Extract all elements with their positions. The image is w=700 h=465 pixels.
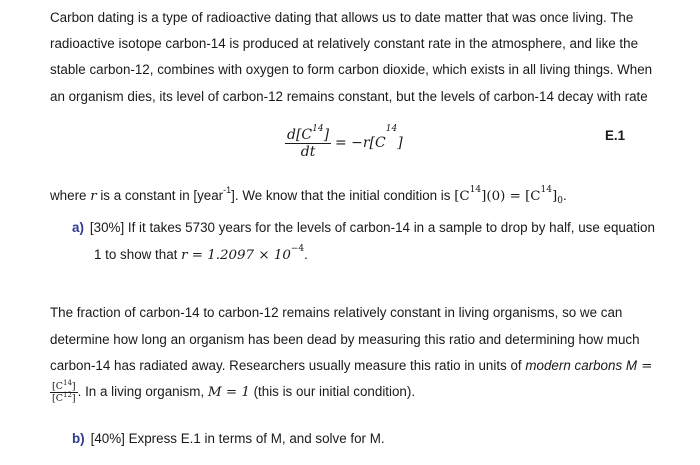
where-line bbox=[50, 185, 567, 206]
question-a-eq: r = 1.2097 × 10 bbox=[181, 248, 291, 263]
where-exp: -1 bbox=[223, 185, 232, 195]
ratio-line-4-eq: M = 1 bbox=[207, 385, 250, 401]
frac-den-iso: 12 bbox=[62, 391, 72, 399]
frac-den: [C bbox=[52, 393, 63, 404]
frac-num-close: ] bbox=[71, 381, 76, 392]
eq-rhs-iso: 14 bbox=[385, 124, 398, 134]
where-r: r bbox=[90, 189, 97, 204]
intro-line-2: radioactive isotope carbon-14 is produced at relatively constant rate in the atmosphere, and like the bbox=[50, 36, 639, 51]
question-a-end: . bbox=[304, 247, 308, 262]
where-pre: where bbox=[50, 188, 91, 203]
ratio-fraction bbox=[50, 381, 78, 404]
initial-condition bbox=[454, 185, 563, 206]
where-end: . bbox=[562, 188, 567, 203]
ic-b: ](0) = [C bbox=[481, 189, 541, 204]
question-b-label: b) bbox=[72, 431, 85, 446]
eq-rhs bbox=[334, 124, 403, 152]
ic-c: ] bbox=[552, 189, 558, 204]
equation-label: E.1 bbox=[605, 128, 626, 143]
ic-a: [C bbox=[454, 189, 470, 204]
question-a-label: a) bbox=[72, 220, 84, 235]
where-mid2: ]. We know that the initial condition is bbox=[231, 188, 455, 203]
ic-iso: 14 bbox=[469, 185, 482, 195]
modern-carbons-term: modern carbons M bbox=[525, 358, 638, 373]
question-a-line2-pre: 1 to show that bbox=[94, 247, 182, 262]
frac-num-iso: 14 bbox=[62, 379, 72, 387]
ratio-line-3-text: carbon-14 has radiated away. Researchers usually measure this ratio in units of bbox=[50, 358, 526, 373]
frac-den-close: ] bbox=[71, 393, 76, 404]
where-mid: is a constant in [year bbox=[96, 188, 224, 203]
intro-line-4: an organism dies, its level of carbon-12 remains constant, but the levels of carbon-14 decay with rate bbox=[50, 89, 648, 104]
ratio-line-3 bbox=[50, 358, 653, 374]
ratio-line-4-text: . In a living organism, bbox=[77, 384, 208, 400]
eq-den: dt bbox=[300, 144, 316, 160]
ratio-line-4-end: (this is our initial condition). bbox=[249, 384, 416, 400]
intro-line-1: Carbon dating is a type of radioactive dating that allows us to date matter that was once living. The bbox=[50, 10, 634, 25]
question-a-text: [30%] If it takes 5730 years for the levels of carbon-14 in a sample to drop by half, use equation bbox=[89, 220, 655, 235]
eq-rhs-close: ] bbox=[397, 135, 403, 152]
question-a-line-2 bbox=[94, 244, 308, 263]
ratio-line-4 bbox=[50, 381, 415, 404]
equation-e1 bbox=[285, 124, 403, 160]
ratio-line-1: The fraction of carbon-14 to carbon-12 remains relatively constant in living organisms, so we can bbox=[50, 305, 623, 320]
eq-num: d[C bbox=[287, 127, 313, 143]
ic-iso2: 14 bbox=[540, 185, 552, 195]
eq-rhs-prefix: = −r[C bbox=[334, 135, 386, 152]
frac-num: [C bbox=[52, 381, 63, 392]
eq-num-close: ] bbox=[323, 127, 330, 143]
question-b-text: [40%] Express E.1 in terms of M, and solve for M. bbox=[90, 431, 385, 446]
ic-sub: 0 bbox=[557, 196, 563, 206]
derivative-fraction bbox=[285, 124, 331, 160]
eq-num-iso: 14 bbox=[312, 124, 324, 134]
intro-line-3: stable carbon-12, combines with oxygen to form carbon dioxide, which exists in all living things. When bbox=[50, 62, 653, 77]
question-a-exp: −4 bbox=[290, 244, 305, 254]
ratio-line-2: determine how long an organism has been dead by measuring this ratio and determining how much bbox=[50, 332, 640, 347]
question-b-line bbox=[72, 431, 385, 446]
question-a-line-1 bbox=[72, 220, 655, 235]
ratio-eq-sign: = bbox=[637, 359, 653, 374]
